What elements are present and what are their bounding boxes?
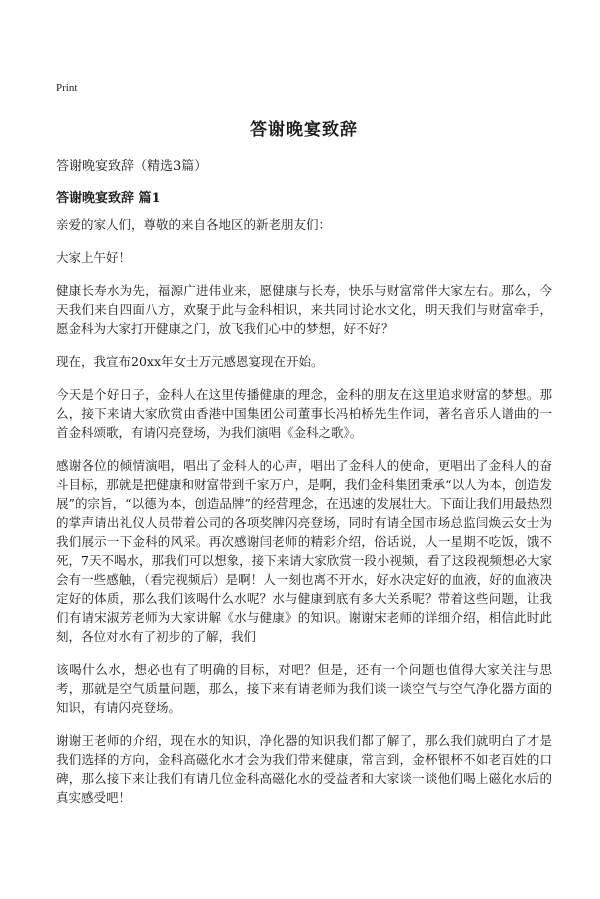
section-heading: 答谢晚宴致辞 篇1 xyxy=(56,191,161,206)
paragraph-testimonials: 谢谢王老师的介绍，现在水的知识，净化器的知识我们都了解了，那么我们就明白了才是我们选择的方向，金科高磁化水才会为我们带来健康，常言到，金杯银杯不如老百姓的口碑，那么接下来让我们有请几位金科高磁化水的受益者和大家谈一谈他们喝上磁化水后的真实感受吧！ xyxy=(56,733,552,805)
paragraph-greeting: 亲爱的家人们，尊敬的来自各地区的新老朋友们： xyxy=(56,217,332,232)
paragraph-opening: 健康长寿水为先，福源广进伟业来，愿健康与长寿，快乐与财富常伴大家左右。那么，今天我们来自四面八方，欢聚于此与金科相识，来共同讨论水文化，明天我们与财富牵手，愿金科为大家打开健康之门，放飞我们心中的梦想，好不好？ xyxy=(56,283,552,336)
print-link[interactable]: Print xyxy=(56,82,78,94)
document-title: 答谢晚宴致辞 xyxy=(250,120,358,140)
document-body xyxy=(56,215,552,821)
paragraph-announcement: 现在，我宣布20xx年女士万元感恩宴现在开始。 xyxy=(56,354,324,369)
document-subtitle: 答谢晚宴致辞（精选3篇） xyxy=(56,159,208,174)
paragraph-hello: 大家上午好！ xyxy=(56,250,132,265)
paragraph-thanks: 感谢各位的倾情演唱，唱出了金科人的心声，唱出了金科人的使命，更唱出了金科人的奋斗目标，那就是把健康和财富带到千家万户，是啊，我们金科集团秉承“以人为本，创造发展”的宗旨，“以德为本，创造品牌”的经营理念，在迅速的发展壮大。下面让我们用最热烈的掌声请出礼仪人员带着公司的各项奖牌闪亮登场，同时有请全国市场总监闫焕云女士为我们展示一下金科的风采。再次感谢闫老师的精彩介绍，俗话说，人一星期不吃饭，饿不死，7天不喝水，那我们可以想象，接下来请大家欣赏一段小视频，看了这段视频想必大家会有一些感触，（看完视频后）是啊！人一刻也离不开水，好水决定好的血液，好的血液决定好的体质，那么我们该喝什么水呢？水与健康到底有多大关系呢？带着这些问题，让我们有请宋淑芳老师为大家讲解《水与健康》的知识。谢谢宋老师的详细介绍，相信此时此刻，各位对水有了初步的了解，我们 xyxy=(56,458,552,644)
paragraph-song-intro: 今天是个好日子，金科人在这里传播健康的理念，金科的朋友在这里追求财富的梦想。那么，接下来请大家欣赏由香港中国集团公司董事长冯柏桥先生作词，著名音乐人谱曲的一首金科颂歌，有请闪亮登场，为我们演唱《金科之歌》。 xyxy=(56,387,552,440)
paragraph-air-quality: 该喝什么水，想必也有了明确的目标，对吧？但是，还有一个问题也值得大家关注与思考，那就是空气质量问题，那么，接下来有请老师为我们谈一谈空气与空气净化器方面的知识，有请闪亮登场。 xyxy=(56,662,552,715)
